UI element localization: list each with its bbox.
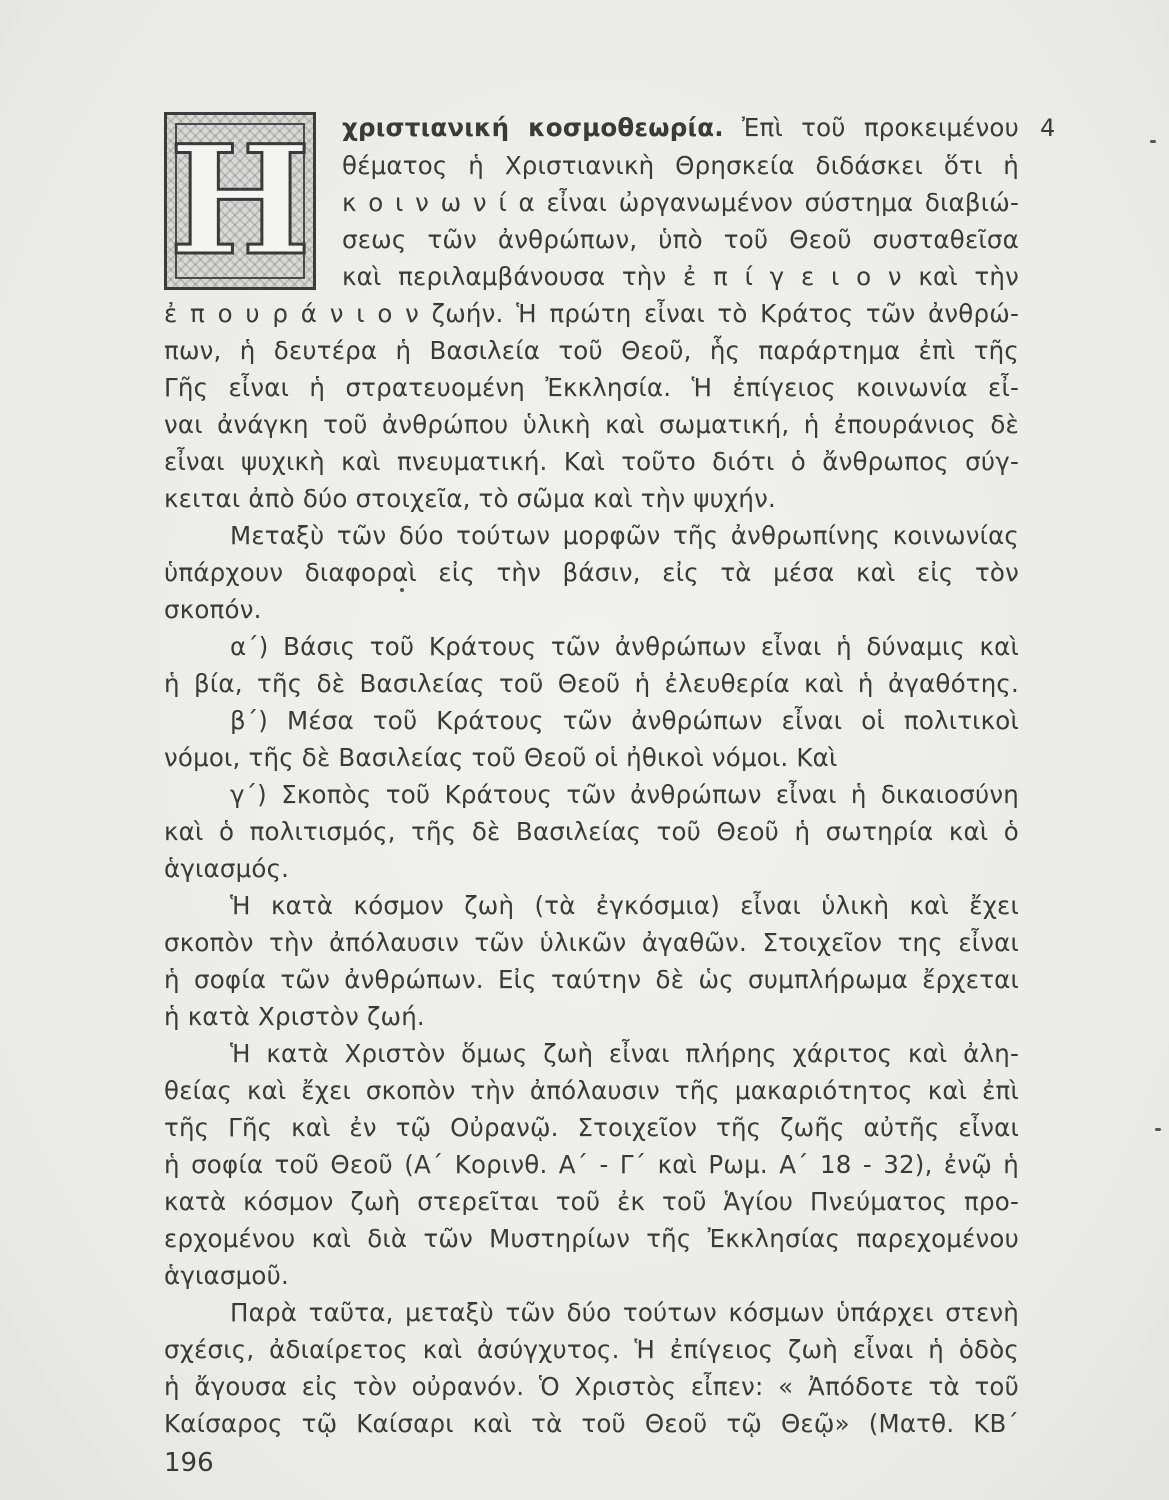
- text-line: ἁγιασμοῦ.: [164, 1261, 289, 1290]
- text-line: ἡ ἄγουσα εἰς τὸν οὐρανόν. Ὁ Χριστὸς εἶπεν: « Ἀπόδοτε τὰ τοῦ: [164, 1372, 1019, 1401]
- text-line: Παρὰ ταῦτα, μεταξὺ τῶν δύο τούτων κόσμων ὑπάρχει στενὴ: [230, 1298, 1019, 1327]
- page-number: 196: [164, 1448, 214, 1478]
- text-line: ἐ π ο υ ρ ά ν ι ο ν ζωήν. Ἡ πρώτη εἶναι τὸ Κράτος τῶν ἀνθρώ-: [164, 299, 1019, 328]
- text-line: κ ο ι ν ω ν ί α εἶναι ὠργανωμένον σύστημα διαβιώ-: [342, 188, 1019, 217]
- text-line: Γῆς εἶναι ἡ στρατευομένη Ἐκκλησία. Ἡ ἐπίγειος κοινωνία εἶ-: [164, 373, 1019, 402]
- text-line: θείας καὶ ἔχει σκοπὸν τὴν ἀπόλαυσιν τῆς μακαριότητος καὶ ἐπὶ: [164, 1076, 1019, 1105]
- text-line: ὑπάρχουν διαφοραὶ εἰς τὴν βάσιν, εἰς τὰ μέσα καὶ εἰς τὸν: [164, 558, 1019, 587]
- text-line: νόμοι, τῆς δὲ Βασιλείας τοῦ Θεοῦ οἱ ἠθικοὶ νόμοι. Καὶ: [164, 743, 838, 772]
- text-line: Μεταξὺ τῶν δύο τούτων μορφῶν τῆς ἀνθρωπίνης κοινωνίας: [230, 521, 1019, 550]
- margin-number: 4: [1040, 114, 1056, 142]
- text-line: Ἡ κατὰ κόσμον ζωὴ (τὰ ἐγκόσμια) εἶναι ὑλικὴ καὶ ἔχει: [230, 891, 1019, 920]
- text-line: ἡ σοφία τῶν ἀνθρώπων. Εἰς ταύτην δὲ ὡς συμπλήρωμα ἔρχεται: [164, 965, 1019, 994]
- text-line: β΄) Μέσα τοῦ Κράτους τῶν ἀνθρώπων εἶναι οἱ πολιτικοὶ: [230, 706, 1019, 735]
- text-line: ἁγιασμός.: [164, 854, 290, 883]
- print-speck: [1155, 1128, 1161, 1131]
- text-line: τῆς Γῆς καὶ ἐν τῷ Οὐρανῷ. Στοιχεῖον τῆς ζωῆς αὐτῆς εἶναι: [164, 1113, 1019, 1142]
- dropcap-letter: Η: [169, 113, 311, 289]
- text-line: ἡ κατὰ Χριστὸν ζωή.: [164, 1002, 425, 1031]
- text-line: σεως τῶν ἀνθρώπων, ὑπὸ τοῦ Θεοῦ συσταθεῖσα: [342, 225, 1019, 254]
- text-line: κατὰ κόσμον ζωὴ στερεῖται τοῦ ἐκ τοῦ Ἁγίου Πνεύματος προ-: [164, 1187, 1019, 1216]
- text-line: σκοπὸν τὴν ἀπόλαυσιν τῶν ὑλικῶν ἀγαθῶν. Στοιχεῖον της εἶναι: [164, 928, 1019, 957]
- text-line: σκοπόν.: [164, 595, 262, 624]
- text-line: κειται ἀπὸ δύο στοιχεῖα, τὸ σῶμα καὶ τὴν ψυχήν.: [164, 484, 776, 513]
- ornamental-dropcap: [164, 112, 316, 290]
- text-line: εἶναι ψυχικὴ καὶ πνευματική. Καὶ τοῦτο διότι ὁ ἄνθρωπος σύγ-: [164, 447, 1019, 476]
- text-line: ἡ σοφία τοῦ Θεοῦ (Α΄ Κορινθ. Α΄ - Γ΄ καὶ Ρωμ. Α΄ 18 - 32), ἐνῷ ἡ: [164, 1150, 1019, 1179]
- text-line: ερχομένου καὶ διὰ τῶν Μυστηρίων τῆς Ἐκκλησίας παρεχομένου: [164, 1224, 1019, 1253]
- text-line: πων, ἡ δευτέρα ἡ Βασιλεία τοῦ Θεοῦ, ἧς παράρτημα ἐπὶ τῆς: [164, 336, 1019, 365]
- text-line: α΄) Βάσις τοῦ Κράτους τῶν ἀνθρώπων εἶναι ἡ δύναμις καὶ: [230, 632, 1019, 661]
- text-line: γ΄) Σκοπὸς τοῦ Κράτους τῶν ἀνθρώπων εἶναι ἡ δικαιοσύνη: [230, 780, 1019, 809]
- text-line: θέματος ἡ Χριστιανικὴ Θρησκεία διδάσκει ὅτι ἡ: [342, 151, 1019, 180]
- text-line: Καίσαρος τῷ Καίσαρι καὶ τὰ τοῦ Θεοῦ τῷ Θεῷ» (Ματθ. ΚΒ΄: [164, 1409, 1019, 1438]
- text-line: καὶ ὁ πολιτισμός, τῆς δὲ Βασιλείας τοῦ Θεοῦ ἡ σωτηρία καὶ ὁ: [164, 817, 1019, 846]
- print-speck: [1150, 140, 1156, 143]
- text-line: καὶ περιλαμβάνουσα τὴν ἐ π ί γ ε ι ο ν καὶ τὴν: [342, 262, 1019, 291]
- text-line: σχέσις, ἀδιαίρετος καὶ ἀσύγχυτος. Ἡ ἐπίγειος ζωὴ εἶναι ἡ ὁδὸς: [164, 1335, 1019, 1364]
- text-line: χριστιανική κοσμοθεωρία. Ἐπὶ τοῦ προκειμένου: [342, 113, 1019, 142]
- text-line: Ἡ κατὰ Χριστὸν ὅμως ζωὴ εἶναι πλήρης χάριτος καὶ ἀλη-: [230, 1039, 1019, 1068]
- print-speck: [400, 588, 404, 592]
- text-line: ἡ βία, τῆς δὲ Βασιλείας τοῦ Θεοῦ ἡ ἐλευθερία καὶ ἡ ἀγαθότης.: [164, 669, 1019, 698]
- text-line: ναι ἀνάγκη τοῦ ἀνθρώπου ὑλικὴ καὶ σωματική, ἡ ἐπουράνιος δὲ: [164, 410, 1019, 439]
